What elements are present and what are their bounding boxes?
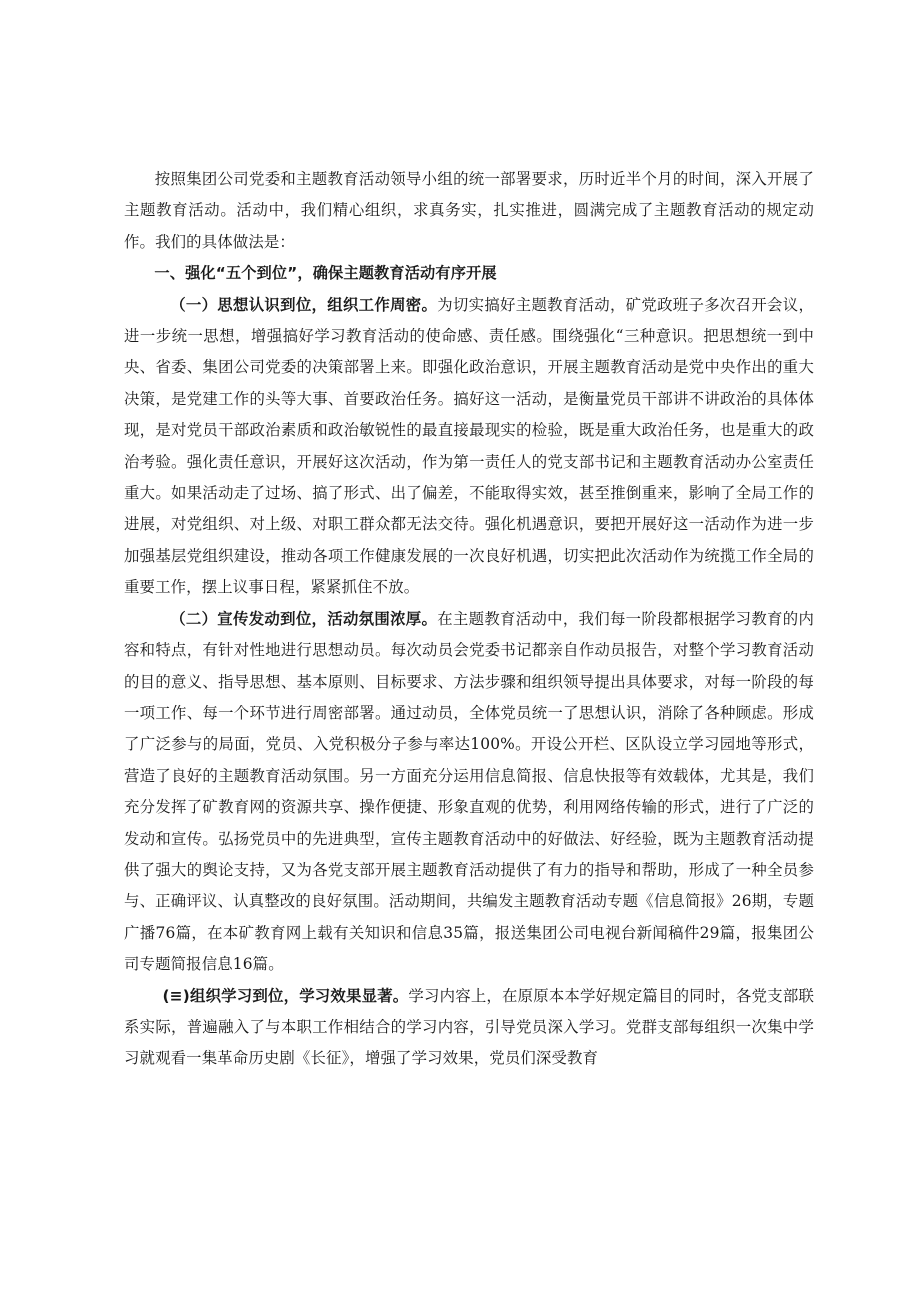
paragraph-body: 为切实搞好主题教育活动，矿党政班子多次召开会议，进一步统一思想，增强搞好学习教育活动的使命感、责任感。围绕强化“三种意识。把思想统一到中央、省委、集团公司党委的决策部署上来。即强化政治意识，开展主题教育活动是党中央作出的重大决策，是党建工作的头等大事、首要政治任务。搞好这一活动，是衡量党员干部讲不讲政治的具体体现，是对党员干部政治素质和政治敏锐性的最直接最现实的检验，既是重大政治任务，也是重大的政治考验。强化责任意识，开展好这次活动，作为第一责任人的党支部书记和主题教育活动办公室责任重大。如果活动走了过场、搞了形式、出了偏差，不能取得实效，甚至推倒重来，影响了全局工作的进展，对党组织、对上级、对职工群众都无法交待。强化机遇意识，要把开展好这一活动作为进一步加强基层党组织建设，推动各项工作健康发展的一次良好机遇，切实把此次活动作为统揽工作全局的重要工作，摆上议事日程，紧紧抓住不放。 — [124, 295, 814, 597]
subheading-organized-study: (≡)组织学习到位，学习效果显著。 — [162, 986, 409, 1005]
paragraph-body: 学习内容上，在原原本本学好规定篇目的同时，各党支部联系实际，普遍融入了与本职工作相结合的学习内容，引导党员深入学习。党群支部每组织一次集中学习就观看一集革命历史剧《长征》，增强了学习效果，党员们深受教育 — [124, 986, 814, 1068]
subheading-publicity-mobilization: （二）宣传发动到位，活动氛围浓厚。 — [170, 609, 438, 628]
paragraph-body: 在主题教育活动中，我们每一阶段都根据学习教育的内容和特点，有针对性地进行思想动员。每次动员会党委书记都亲自作动员报告，对整个学习教育活动的目的意义、指导思想、基本原则、目标要求、方法步骤和组织领导提出具体要求，对每一阶段的每一项工作、每一个环节进行周密部署。通过动员，全体党员统一了思想认识，消除了各种顾虑。形成了广泛参与的局面，党员、入党积极分子参与率达100%。开设公开栏、区队设立学习园地等形式，营造了良好的主题教育活动氛围。另一方面充分运用信息简报、信息快报等有效载体，尤其是，我们充分发挥了矿教育网的资源共享、操作便捷、形象直观的优势，利用网络传输的形式，进行了广泛的发动和宣传。弘扬党员中的先进典型，宣传主题教育活动中的好做法、好经验，既为主题教育活动提供了强大的舆论支持，又为各党支部开展主题教育活动提供了有力的指导和帮助，形成了一种全员参与、正确评议、认真整改的良好氛围。活动期间，共编发主题教育活动专题《信息简报》26期，专题广播76篇，在本矿教育网上载有关知识和信息35篇，报送集团公司电视台新闻稿件29篇，报集团公司专题简报信息16篇。 — [124, 609, 814, 974]
section-heading: 一、强化“五个到位”，确保主题教育活动有序开展 — [154, 264, 497, 283]
paragraph-ideological-awareness — [124, 290, 814, 604]
document-page — [124, 164, 814, 1075]
paragraph-organized-study — [124, 981, 814, 1075]
subheading-ideological-awareness: （一）思想认识到位，组织工作周密。 — [170, 295, 438, 314]
paragraph-publicity-mobilization — [124, 604, 814, 981]
intro-paragraph: 按照集团公司党委和主题教育活动领导小组的统一部署要求，历时近半个月的时间，深入开展了主题教育活动。活动中，我们精心组织，求真务实，扎实推进，圆满完成了主题教育活动的规定动作。我们的具体做法是： — [124, 170, 814, 251]
